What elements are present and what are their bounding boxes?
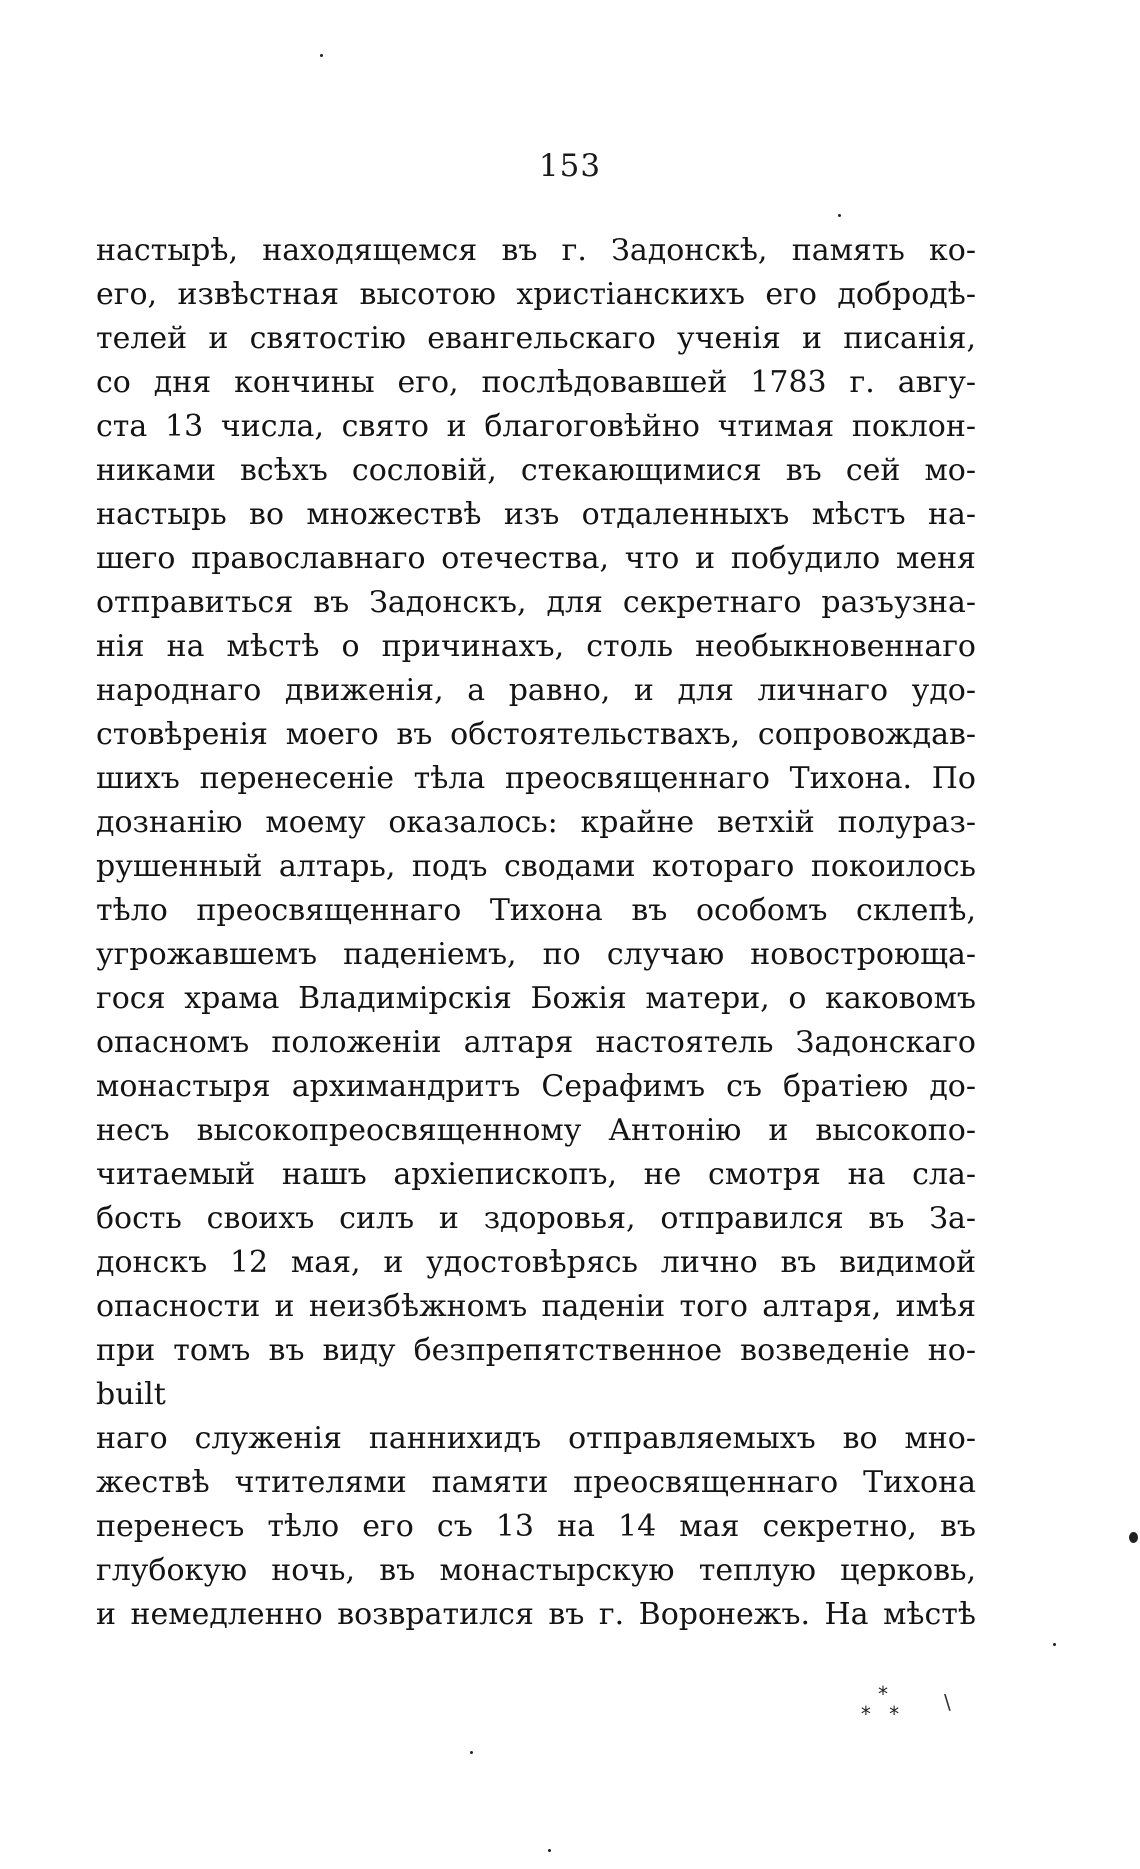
ink-speck [1053,1643,1056,1646]
body-text [96,229,976,1637]
text-line: гося храма Владимірскія Божія матери, о каковомъ [96,981,976,1016]
text-line: built [96,1377,166,1412]
text-line: перенесъ тѣло его съ 13 на 14 мая секретно, въ [96,1509,976,1544]
text-line: стовѣренія моего въ обстоятельствахъ, сопровождав- [96,717,976,752]
text-line: тѣло преосвященнаго Тихона въ особомъ склепѣ, [96,893,976,928]
text-line: настырѣ, находящемся въ г. Задонскѣ, память ко- [96,233,976,268]
asterism [838,1684,928,1724]
ink-speck [470,1751,473,1754]
text-line: телей и святостію евангельскаго ученія и писанія, [96,321,976,356]
asterism-top: * [878,1682,888,1706]
text-line: опасномъ положеніи алтаря настоятель Задонскаго [96,1025,976,1060]
text-line: народнаго движенія, а равно, и для личнаго удо- [96,673,976,708]
stray-mark: \ [944,1690,951,1714]
text-line: отправиться въ Задонскъ, для секретнаго разъузна- [96,585,976,620]
text-line: наго служенія паннихидъ отправляемыхъ во мно- [96,1421,976,1456]
text-line: рушенный алтарь, подъ сводами котораго покоилось [96,849,976,884]
ink-speck [320,54,323,57]
page-number: 153 [538,148,602,184]
asterism-bottom: * * [860,1702,906,1726]
text-line: настырь во множествѣ изъ отдаленныхъ мѣстъ на- [96,497,976,532]
text-line: несъ высокопреосвященному Антонію и высокопо- [96,1113,976,1148]
text-line: донскъ 12 мая, и удостовѣрясь лично въ видимой [96,1245,976,1280]
text-line: при томъ въ виду безпрепятственное возведеніе но- [96,1333,976,1368]
text-line: никами всѣхъ сословій, стекающимися въ сей мо- [96,453,976,488]
text-line: шего православнаго отечества, что и побудило меня [96,541,976,576]
text-line: и немедленно возвратился въ г. Воронежъ. На мѣстѣ [96,1597,976,1632]
text-line: бость своихъ силъ и здоровья, отправился въ За- [96,1201,976,1236]
ink-speck [1129,1532,1138,1543]
text-line: дознанію моему оказалось: крайне ветхій полураз- [96,805,976,840]
text-line: опасности и неизбѣжномъ паденіи того алтаря, имѣя [96,1289,976,1324]
text-line: ста 13 числа, свято и благоговѣйно чтимая поклон- [96,409,976,444]
text-line: жествѣ чтителями памяти преосвященнаго Тихона [96,1465,976,1500]
text-line: шихъ перенесеніе тѣла преосвященнаго Тихона. По [96,761,976,796]
text-line: глубокую ночь, въ монастырскую теплую церковь, [96,1553,976,1588]
ink-speck [838,214,841,217]
ink-speck [548,1849,551,1852]
text-line: со дня кончины его, послѣдовавшей 1783 г. авгу- [96,365,976,400]
text-line: нія на мѣстѣ о причинахъ, столь необыкновеннаго [96,629,976,664]
text-line: монастыря архимандритъ Серафимъ съ братіею до- [96,1069,976,1104]
text-line: читаемый нашъ архіепископъ, не смотря на сла- [96,1157,976,1192]
text-line: его, извѣстная высотою христіанскихъ его добродѣ- [96,277,976,312]
text-line: угрожавшемъ паденіемъ, по случаю новостроюща- [96,937,976,972]
